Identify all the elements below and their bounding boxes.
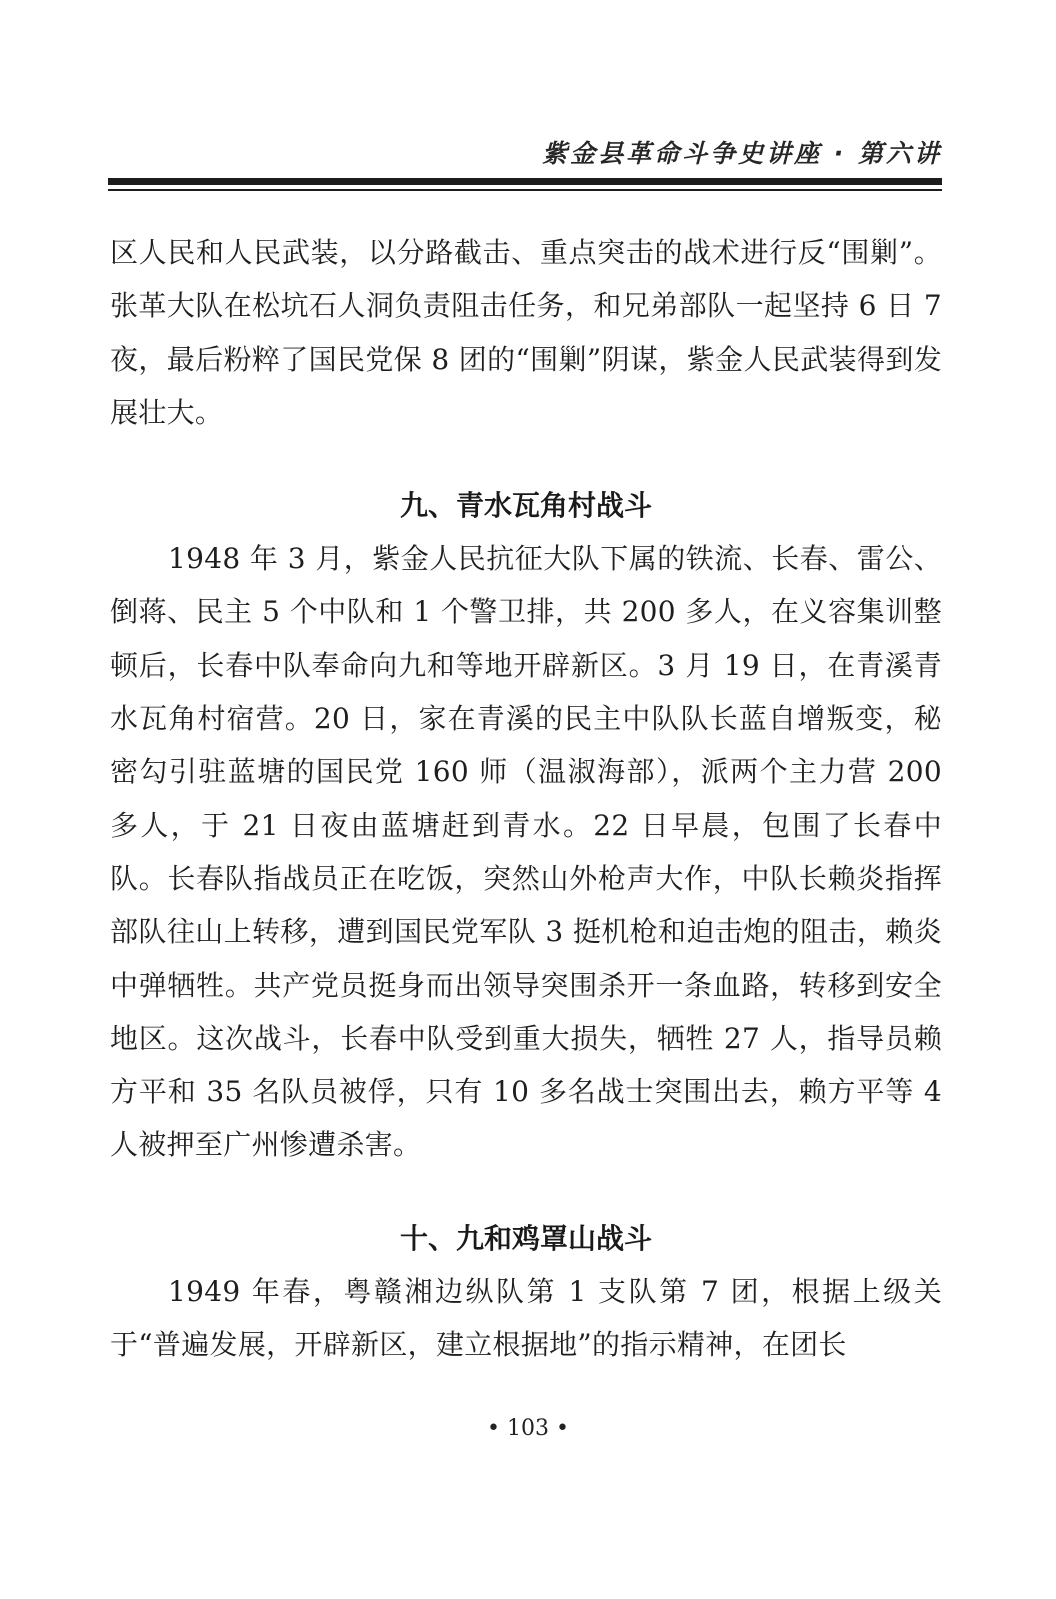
header-rule-thin	[108, 189, 942, 191]
intro-paragraph: 区人民和人民武装，以分路截击、重点突击的战术进行反“围剿”。张革大队在松坑石人洞负责阻击任务，和兄弟部队一起坚持 6 日 7 夜，最后粉粹了国民党保 8 团的“围剿”阴谋，紫金人民武装得到发展壮大。	[110, 236, 942, 429]
section-10-paragraph: 1949 年春，粤赣湘边纵队第 1 支队第 7 团，根据上级关于“普遍发展，开辟新区，建立根据地”的指示精神，在团长	[110, 1274, 942, 1362]
section-10-heading: 十、九和鸡罩山战斗	[399, 1221, 652, 1255]
section-gap	[110, 439, 942, 479]
running-header-title: 紫金县革命斗争史讲座 · 第六讲	[542, 139, 942, 168]
page-number: • 103 •	[487, 1416, 569, 1441]
page-body	[110, 226, 942, 1371]
running-header	[108, 136, 942, 172]
section-9-paragraph: 1948 年 3 月，紫金人民抗征大队下属的铁流、长春、雷公、倒蒋、民主 5 个中队和 1 个警卫排，共 200 多人，在义容集训整顿后，长春中队奉命向九和等地开辟新区。3 月 19 日，在青溪青水瓦角村宿营。20 日，家在青溪的民主中队队长蓝自增叛变，秘密勾引驻蓝塘的国民党 160 师（温淑海部），派两个主力营 200 多人，于 21 日夜由蓝塘赶到青水。22 日早晨，包围了长春中队。长春队指战员正在吃饭，突然山外枪声大作，中队长赖炎指挥部队往山上转移，遭到国民党军队 3 挺机枪和迫击炮的阻击，赖炎中弹牺牲。共产党员挺身而出领导突围杀开一条血路，转移到安全地区。这次战斗，长春中队受到重大损失，牺牲 27 人，指导员赖方平和 35 名队员被俘，只有 10 多名战士突围出去，赖方平等 4 人被押至广州惨遭杀害。	[110, 542, 942, 1162]
section-gap	[110, 1172, 942, 1212]
header-rule-thick	[108, 178, 942, 185]
section-9-heading: 九、青水瓦角村战斗	[399, 489, 652, 523]
